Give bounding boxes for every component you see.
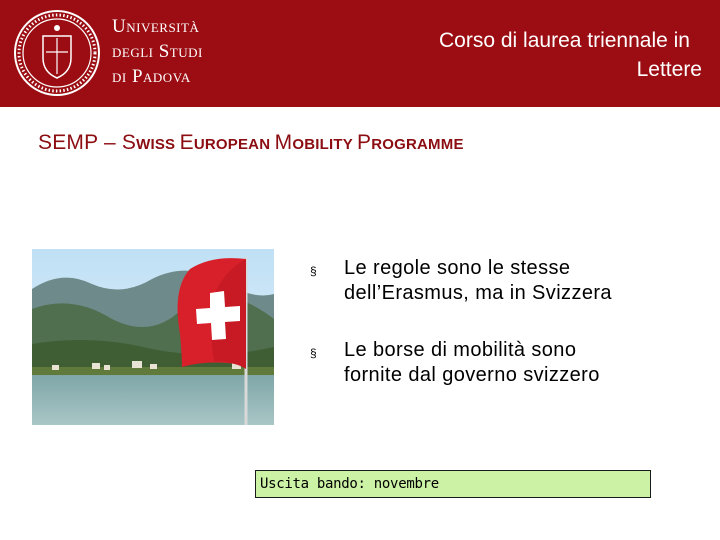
title-initial: S: [121, 131, 137, 154]
title-word-rest: OBILITY: [292, 136, 357, 153]
bullet-line: dell’Erasmus, ma in Svizzera: [344, 282, 612, 304]
list-item: [310, 338, 700, 388]
swiss-flag-lake-photo: [32, 249, 274, 425]
deadline-notice: Uscita bando: novembre: [255, 470, 651, 498]
bullet-line: Le borse di mobilità sono: [344, 339, 577, 361]
bullet-marker: §: [310, 264, 318, 278]
title-initial: E: [179, 131, 194, 154]
course-title-line1: Corso di laurea triennale in: [439, 29, 690, 52]
course-title: [372, 26, 702, 84]
bullet-list: [310, 256, 700, 420]
course-title-line2: Lettere: [636, 58, 702, 81]
slide-title: [38, 131, 464, 155]
title-prefix: SEMP –: [38, 131, 122, 154]
header-band: [0, 0, 720, 107]
title-word-rest: UROPEAN: [193, 136, 275, 153]
list-item: [310, 256, 700, 306]
title-initial: P: [357, 131, 372, 154]
title-word-rest: ROGRAMME: [371, 136, 464, 153]
title-word-rest: WISS: [136, 136, 180, 153]
bullet-line: fornite dal governo svizzero: [344, 364, 600, 386]
university-name-line: degli Studi: [112, 41, 203, 62]
bullet-line: Le regole sono le stesse: [344, 257, 571, 279]
bullet-marker: §: [310, 346, 318, 360]
university-name: [112, 14, 203, 89]
university-name-line: Università: [112, 16, 200, 37]
university-seal-icon: [12, 8, 102, 98]
university-name-line: di Padova: [112, 66, 191, 87]
title-initial: M: [274, 131, 293, 154]
